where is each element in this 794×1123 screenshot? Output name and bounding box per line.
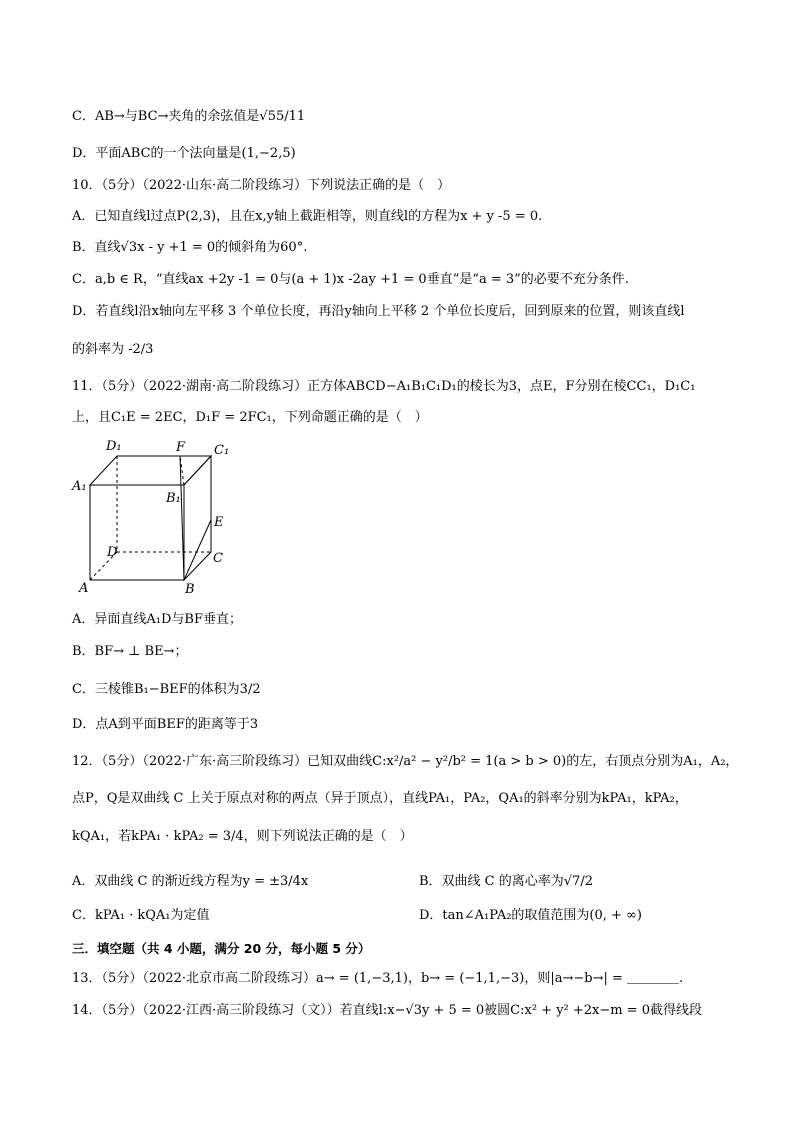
section-heading-fill-in: 三．填空题（共 4 小题，满分 20 分，每小题 5 分） — [72, 941, 371, 956]
line-q11b: 上，且C₁E = 2EC，D₁F = 2FC₁，下列命题正确的是（ ） — [72, 410, 428, 425]
line-q10c: C．a,b ∈ R，“直线ax +2y -1 = 0与(a + 1)x -2ay +1 = 0垂直”是“a = 3”的必要不充分条件. — [72, 272, 629, 287]
line-q10: 10．（5分）（2022·山东·高二阶段练习）下列说法正确的是（ ） — [72, 178, 451, 193]
line-q10b: B．直线√3x - y +1 = 0的倾斜角为60°. — [72, 240, 308, 255]
line-q11-option-d: D．点A到平面BEF的距离等于3 — [72, 717, 259, 732]
line-q11-option-a: A．异面直线A₁D与BF垂直； — [72, 612, 242, 627]
q12-options-row-1 — [72, 873, 593, 891]
label-c1: C₁ — [214, 443, 230, 458]
q12-option-d: D．tan∠A₁PA₂的取值范围为(0, + ∞) — [419, 908, 642, 923]
line-q9c: C．AB→与BC→夹角的余弦值是√55/11 — [72, 109, 306, 124]
q12-option-c: C．kPA₁ · kQA₁为定值 — [72, 908, 210, 923]
line-q11-option-c: C．三棱锥B₁−BEF的体积为3/2 — [72, 682, 261, 697]
label-c: C — [213, 551, 223, 566]
line-q10d1: D．若直线l沿x轴向左平移 3 个单位长度，再沿y轴向上平移 2 个单位长度后，回到原来的位置，则该直线l — [72, 304, 685, 319]
label-b: B — [185, 582, 195, 597]
label-b1: B₁ — [166, 491, 181, 506]
q12-options-row-2 — [72, 907, 642, 925]
line-q12b: 点P，Q是双曲线 C 上关于原点对称的两点（异于顶点），直线PA₁，PA₂，QA₁的斜率分别为kPA₁，kPA₂， — [72, 791, 688, 806]
edge-bf — [180, 456, 184, 580]
cube-figure — [70, 440, 250, 600]
line-q11a: 11．（5分）（2022·湖南·高二阶段练习）正方体ABCD−A₁B₁C₁D₁的棱长为3，点E，F分别在棱CC₁，D₁C₁ — [72, 379, 696, 394]
q12-option-a: A．双曲线 C 的渐近线方程为y = ±3/4x — [72, 874, 309, 889]
label-f: F — [176, 440, 186, 455]
cube-top-face — [90, 456, 211, 485]
line-q11-option-b: B．BF→ ⊥ BE→； — [72, 644, 188, 659]
cube-right-face — [184, 456, 211, 580]
line-q10a: A．已知直线l过点P(2,3)，且在x,y轴上截距相等，则直线l的方程为x + y -5 = 0. — [72, 209, 543, 224]
line-q9d: D．平面ABC的一个法向量是(1,−2,5) — [72, 146, 296, 161]
label-a1: A₁ — [72, 479, 87, 494]
edge-be — [184, 520, 211, 580]
label-a: A — [79, 581, 89, 596]
label-d1: D₁ — [106, 440, 122, 454]
label-e: E — [214, 515, 224, 530]
line-q13: 13．（5分）（2022·北京市高二阶段练习）a→ = (1,−3,1)，b→ = (−1,1,−3)，则|a→−b→| = ＿＿＿＿. — [72, 971, 684, 986]
line-q12a: 12．（5分）（2022·广东·高三阶段练习）已知双曲线C:x²/a² − y²/b² = 1(a > b > 0)的左，右顶点分别为A₁，A₂， — [72, 754, 739, 769]
line-q14: 14．（5分）（2022·江西·高三阶段练习（文））若直线l:x−√3y + 5 = 0被圆C:x² + y² +2x−m = 0截得线段 — [72, 1003, 703, 1018]
label-d: D — [107, 545, 118, 560]
line-q12c: kQA₁，若kPA₁ · kPA₂ = 3/4，则下列说法正确的是（ ） — [72, 829, 413, 844]
q12-option-b: B．双曲线 C 的离心率为√7/2 — [419, 874, 593, 889]
line-q10d2: 的斜率为 -2/3 — [72, 342, 154, 357]
